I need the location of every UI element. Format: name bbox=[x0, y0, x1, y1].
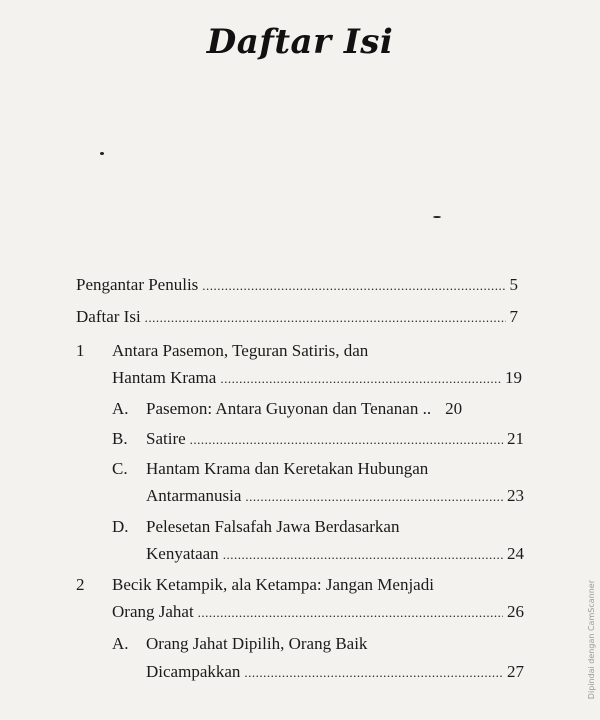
entry-page: 23 bbox=[507, 486, 524, 505]
entry-page: 21 bbox=[507, 429, 524, 448]
chapter-number: 2 bbox=[76, 575, 85, 594]
toc-entry-line1[interactable] bbox=[146, 517, 526, 537]
entry-page: 5 bbox=[509, 275, 518, 294]
entry-title: Pelesetan Falsafah Jawa Berdasarkan bbox=[146, 517, 400, 536]
entry-page: 26 bbox=[507, 602, 524, 621]
toc-entry[interactable] bbox=[112, 602, 524, 623]
entry-title: Antara Pasemon, Teguran Satiris, dan bbox=[112, 341, 369, 360]
section-letter: C. bbox=[112, 459, 128, 478]
dot-leader bbox=[145, 308, 506, 328]
toc-entry-line1[interactable] bbox=[146, 459, 526, 479]
entry-title: Daftar Isi bbox=[76, 307, 141, 326]
dot-leader bbox=[190, 430, 503, 450]
section-letter: B. bbox=[112, 429, 128, 448]
dot-leader bbox=[245, 487, 503, 507]
entry-page: 27 bbox=[507, 662, 524, 681]
entry-title: Pengantar Penulis bbox=[76, 275, 199, 294]
entry-page: 7 bbox=[509, 307, 518, 326]
dot-leader bbox=[244, 663, 503, 683]
entry-title: Antarmanusia bbox=[146, 486, 242, 505]
page-title: Daftar Isi bbox=[206, 22, 394, 62]
entry-title: Dicampakkan bbox=[146, 662, 241, 681]
toc-entry[interactable] bbox=[112, 368, 522, 389]
toc-entry[interactable] bbox=[146, 544, 524, 565]
entry-page: 20 bbox=[445, 399, 463, 418]
toc-entry[interactable] bbox=[146, 429, 524, 450]
toc-entry[interactable] bbox=[146, 486, 524, 507]
entry-title: Orang Jahat bbox=[112, 602, 194, 621]
toc-entry[interactable] bbox=[146, 662, 524, 683]
section-letter: D. bbox=[112, 517, 129, 536]
entry-title: Becik Ketampik, ala Ketampa: Jangan Menjadi bbox=[112, 575, 434, 594]
scanner-watermark: Dipindai dengan CamScanner bbox=[587, 580, 596, 700]
dot-leader bbox=[202, 276, 505, 296]
entry-title: Orang Jahat Dipilih, Orang Baik bbox=[146, 634, 368, 653]
entry-title: Pasemon: Antara Guyonan dan Tenanan .. bbox=[146, 399, 432, 418]
entry-title: Hantam Krama dan Keretakan Hubungan bbox=[146, 459, 429, 478]
section-letter: A. bbox=[112, 634, 129, 653]
toc-entry[interactable] bbox=[76, 275, 518, 296]
toc-entry[interactable] bbox=[146, 399, 524, 419]
toc-entry-line1[interactable] bbox=[112, 575, 532, 595]
toc-entry-line1[interactable] bbox=[112, 341, 522, 361]
chapter-number: 1 bbox=[76, 341, 85, 360]
entry-page: 19 bbox=[505, 368, 522, 387]
dot-leader bbox=[223, 545, 503, 565]
dot-leader bbox=[220, 369, 501, 389]
entry-title: Kenyataan bbox=[146, 544, 219, 563]
toc-entry-line1[interactable] bbox=[146, 634, 526, 654]
dot-leader bbox=[198, 603, 503, 623]
section-letter: A. bbox=[112, 399, 129, 418]
entry-title: Satire bbox=[146, 429, 186, 448]
entry-title: Hantam Krama bbox=[112, 368, 217, 387]
toc-entry[interactable] bbox=[76, 307, 518, 328]
entry-page: 24 bbox=[507, 544, 524, 563]
